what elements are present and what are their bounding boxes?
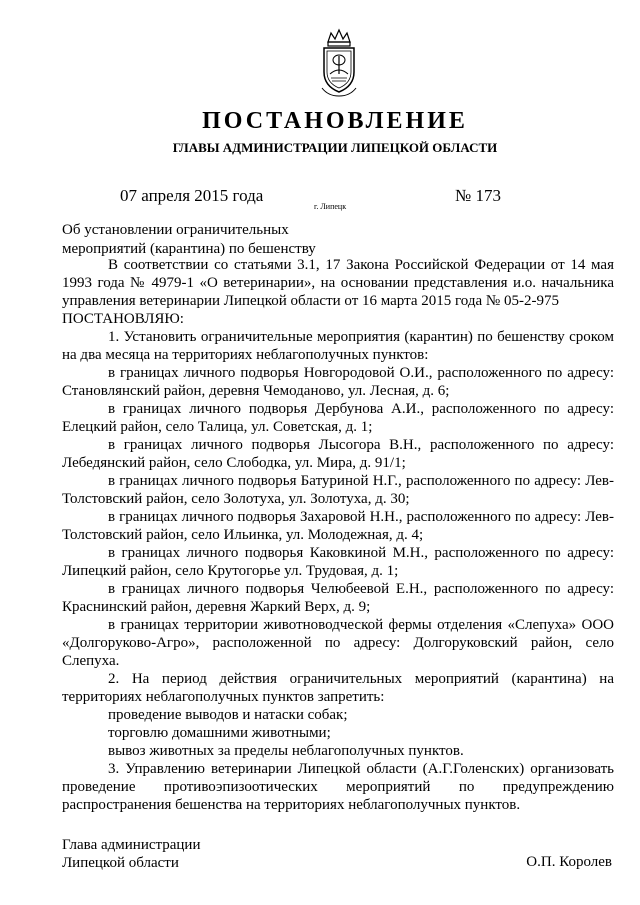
signatory-position — [62, 836, 200, 872]
document-body — [62, 256, 614, 814]
quarantine-place: в границах личного подворья Батуриной Н.Г., расположенного по адресу: Лев-Толстовский район, село Золотуха, ул. Золотуха, д. 30; — [62, 473, 614, 507]
quarantine-place: в границах личного подворья Каковкиной М.Н., расположенного по адресу: Липецкий район, село Крутогорье ул. Трудовая, д. 1; — [62, 545, 614, 579]
subject-line: мероприятий (карантина) по бешенству — [62, 241, 316, 257]
signatory-name: О.П. Королев — [526, 854, 612, 870]
quarantine-place: в границах территории животноводческой фермы отделения «Слепуха» ООО «Долгоруково-Агро», расположенной по адресу: Долгоруковский район, село Слепуха. — [62, 617, 614, 669]
signatory-position-line: Глава администрации — [62, 837, 201, 853]
signatory-position-line: Липецкой области — [62, 855, 179, 871]
item-3: 3. Управлению ветеринарии Липецкой области (А.Г.Голенских) организовать проведение противоэпизоотических мероприятий по предупреждению распространения бешенства на территориях неблагополучных пунктов. — [62, 761, 614, 813]
document-title: ПОСТАНОВЛЕНИЕ — [202, 108, 468, 134]
quarantine-place: в границах личного подворья Дербунова А.И., расположенного по адресу: Елецкий район, село Талица, ул. Советская, д. 1; — [62, 401, 614, 435]
document-date: 07 апреля 2015 года — [120, 186, 264, 205]
coat-of-arms-emblem — [316, 28, 362, 98]
document-city: г. Липецк — [314, 202, 347, 211]
ban-item: проведение выводов и натаски собак; — [108, 707, 348, 723]
quarantine-place: в границах личного подворья Челюбеевой Е.Н., расположенного по адресу: Краснинский район, деревня Жаркий Верх, д. 9; — [62, 581, 614, 615]
resolve-heading: ПОСТАНОВЛЯЮ: — [62, 311, 184, 327]
subject-line: Об установлении ограничительных — [62, 222, 289, 238]
quarantine-place: в границах личного подворья Новгородовой О.И., расположенного по адресу: Становлянский район, деревня Чемоданово, ул. Лесная, д. 6; — [62, 365, 614, 399]
quarantine-place: в границах личного подворья Лысогора В.Н., расположенного по адресу: Лебедянский район, село Слободка, ул. Мира, д. 91/1; — [62, 437, 614, 471]
ban-item: вывоз животных за пределы неблагополучных пунктов. — [108, 743, 464, 759]
document-subtitle: ГЛАВЫ АДМИНИСТРАЦИИ ЛИПЕЦКОЙ ОБЛАСТИ — [172, 140, 498, 155]
document-subject — [62, 221, 322, 259]
item-1-intro: 1. Установить ограничительные мероприятия (карантин) по бешенству сроком на два месяца на территориях неблагополучных пунктов: — [62, 329, 614, 363]
quarantine-place: в границах личного подворья Захаровой Н.Н., расположенного по адресу: Лев-Толстовский район, село Ильинка, ул. Молодежная, д. 4; — [62, 509, 614, 543]
ban-item: торговлю домашними животными; — [108, 725, 331, 741]
item-2-intro: 2. На период действия ограничительных мероприятий (карантина) на территориях неблагополучных пунктов запретить: — [62, 671, 614, 705]
preamble: В соответствии со статьями 3.1, 17 Закона Российской Федерации от 14 мая 1993 года № 4979-1 «О ветеринарии», на основании представления и.о. начальника управления ветеринарии Липецкой области от 16 марта 2015 года № 05-2-975 — [62, 257, 614, 309]
document-number: № 173 — [455, 186, 501, 205]
